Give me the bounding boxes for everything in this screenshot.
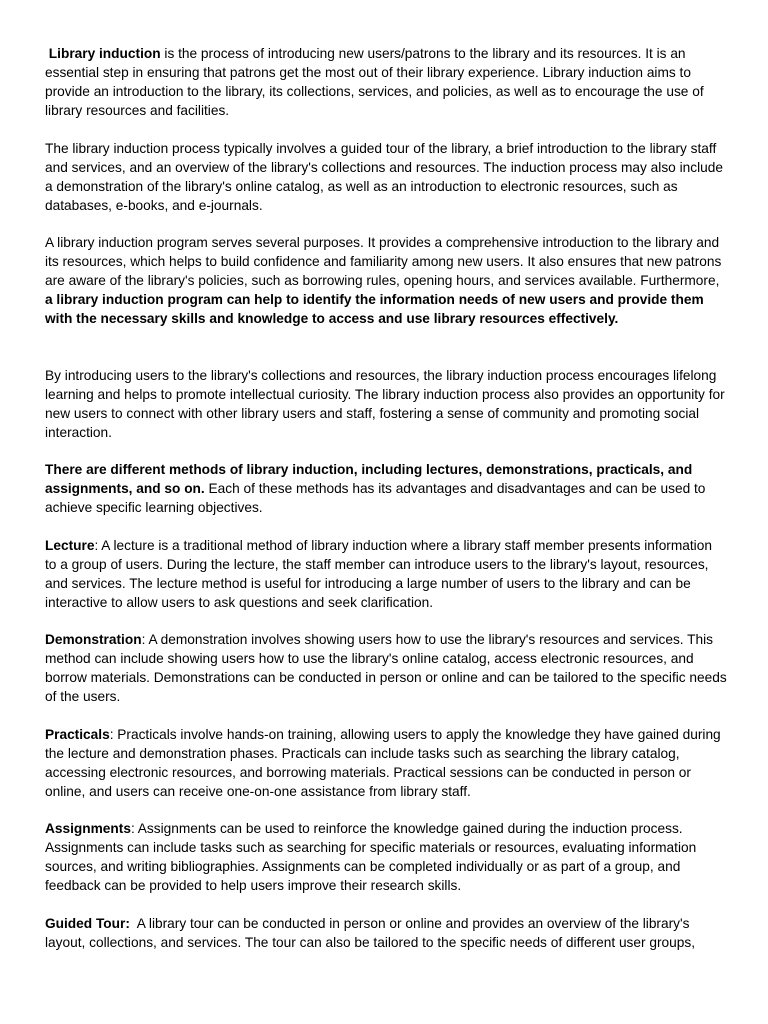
document-page: [45, 44, 727, 970]
bold-lead: Library induction: [45, 46, 161, 61]
paragraph-lifelong-learning: [45, 366, 727, 442]
paragraph-process: [45, 139, 727, 215]
term-assignments: Assignments: [45, 821, 131, 836]
term-demonstration: Demonstration: [45, 632, 142, 647]
paragraph-purposes: [45, 233, 727, 328]
bold-lead: There are different methods of library induction, including lectures, demonstrations, practicals, and assignments, and so on.: [45, 462, 693, 496]
paragraph-lecture: [45, 536, 727, 612]
paragraph-methods: [45, 460, 727, 517]
paragraph-text: is the process of introducing new users/patrons to the library and its resources. It is an essential step in ensuring that patrons get the most out of their library experience. Library induction aims to provide an introduction to the library, its collections, services, and policies, as well as to encourage the use of library resources and facilities.: [45, 46, 704, 118]
term-practicals: Practicals: [45, 726, 110, 742]
paragraph-text: : Assignments can be used to reinforce the knowledge gained during the induction process. Assignments can include tasks such as searching for specific materials or resources, evaluating information sources, and writing bibliographies. Assignments can be completed individually or as part of a group, and feedback can be provided to help users improve their research skills.: [45, 821, 697, 893]
paragraph-text: : A demonstration involves showing users how to use the library's resources and services. This method can include showing users how to use the library's online catalog, access electronic resources, and borrow materials. Demonstrations can be conducted in person or online and can be tailored to the specific needs of the users.: [45, 632, 727, 704]
term-lecture: Lecture: [45, 537, 95, 553]
paragraph-text: The library induction process typically involves a guided tour of the library, a brief introduction to the library staff and services, and an overview of the library's collections and resources. The induction process may also include a demonstration of the library's online catalog, as well as an introduction to electronic resources, such as databases, e-books, and e-journals.: [45, 140, 723, 213]
paragraph-text: : A lecture is a traditional method of library induction where a library staff member presents information to a group of users. During the lecture, the staff member can introduce users to the library's layout, resources, and services. The lecture method is useful for introducing a large number of users to the library and can be interactive to allow users to ask questions and seek clarification.: [45, 537, 712, 610]
paragraph-intro: [45, 44, 727, 120]
paragraph-text: A library induction program serves several purposes. It provides a comprehensive introduction to the library and its resources, which helps to build confidence and familiarity among new users. It also ensures that new patrons are aware of the library's policies, such as borrowing rules, opening hours, and services available. Furthermore,: [45, 235, 722, 288]
paragraph-practicals: [45, 725, 727, 801]
paragraph-text: A library tour can be conducted in person or online and provides an overview of the library's layout, collections, and services. The tour can also be tailored to the specific needs of different user groups,: [45, 915, 696, 950]
paragraph-demonstration: [45, 630, 727, 706]
paragraph-guided-tour: [45, 914, 727, 952]
paragraph-text: Each of these methods has its advantages and disadvantages and can be used to achieve specific learning objectives.: [45, 481, 706, 515]
paragraph-text: : Practicals involve hands-on training, allowing users to apply the knowledge they have gained during the lecture and demonstration phases. Practicals can include tasks such as searching the library catalog, accessing electronic resources, and borrowing materials. Practical sessions can be conducted in person or online, and users can receive one-on-one assistance from library staff.: [45, 726, 721, 799]
paragraph-text: By introducing users to the library's collections and resources, the library induction process encourages lifelong learning and helps to promote intellectual curiosity. The library induction process also provides an opportunity for new users to connect with other library users and staff, fostering a sense of community and promoting social interaction.: [45, 367, 725, 440]
paragraph-assignments: [45, 819, 727, 895]
bold-emphasis: a library induction program can help to identify the information needs of new users and provide them with the necessary skills and knowledge to access and use library resources effectively.: [45, 292, 704, 326]
term-guided-tour: Guided Tour:: [45, 915, 130, 931]
